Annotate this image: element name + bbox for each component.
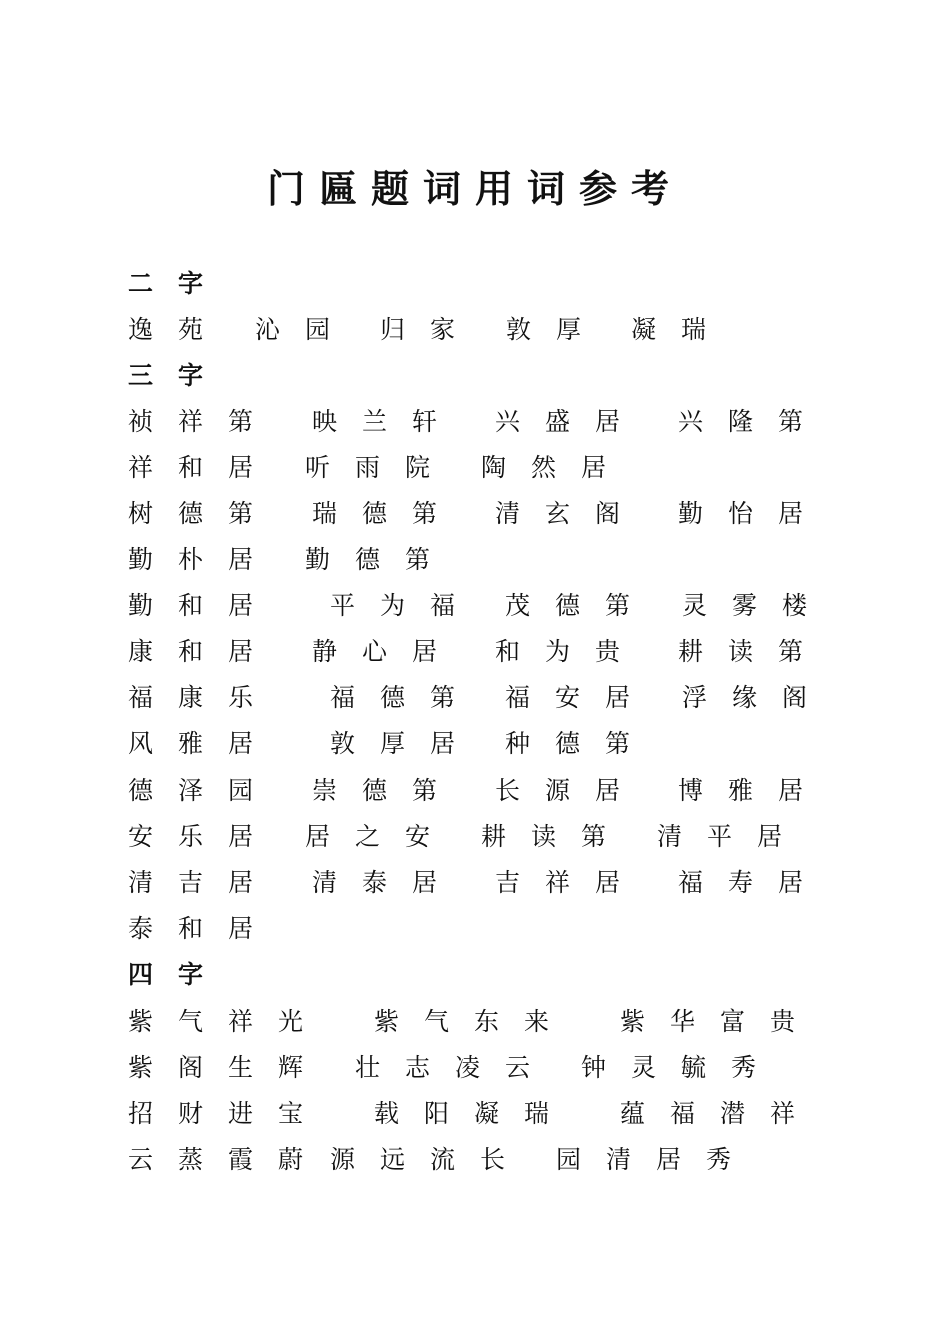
word-line [0, 448, 950, 488]
word: 博雅居 [678, 776, 829, 805]
word: 福安居 [505, 683, 656, 712]
word: 清吉居 [128, 868, 279, 897]
word-line [0, 771, 950, 811]
word: 福寿居 [678, 868, 829, 897]
word: 福德第 [330, 683, 481, 712]
word-line [0, 1048, 950, 1088]
word: 福康乐 [128, 683, 279, 712]
word: 归家 [380, 315, 481, 344]
word: 泰和居 [128, 914, 279, 943]
word: 清玄阁 [495, 499, 646, 528]
word: 和为贵 [495, 637, 646, 666]
word: 园清居秀 [556, 1145, 757, 1174]
word: 云蒸霞蔚 [128, 1145, 329, 1174]
word: 吉祥居 [495, 868, 646, 897]
word: 沁园 [255, 315, 356, 344]
word-line [0, 817, 950, 857]
word: 钟灵毓秀 [581, 1053, 782, 1082]
word: 耕读第 [678, 637, 829, 666]
word-line [0, 586, 950, 626]
word: 康和居 [128, 637, 279, 666]
word: 兴隆第 [678, 407, 829, 436]
word: 静心居 [312, 637, 463, 666]
word: 耕读第 [481, 822, 632, 851]
word: 祥和居 [128, 453, 279, 482]
word: 紫气东来 [374, 1007, 575, 1036]
word-line [0, 909, 950, 949]
word: 茂德第 [505, 591, 656, 620]
word-line [0, 724, 950, 764]
word: 勤德第 [305, 545, 456, 574]
word: 安乐居 [128, 822, 279, 851]
word-line [0, 678, 950, 718]
word: 兴盛居 [495, 407, 646, 436]
word: 德泽园 [128, 776, 279, 805]
word-line [0, 1002, 950, 1042]
word: 清泰居 [312, 868, 463, 897]
word: 风雅居 [128, 729, 279, 758]
word: 崇德第 [312, 776, 463, 805]
word: 祯祥第 [128, 407, 279, 436]
word: 源远流长 [330, 1145, 531, 1174]
word: 紫气祥光 [128, 1007, 329, 1036]
word: 勤和居 [128, 591, 279, 620]
word: 逸苑 [128, 315, 229, 344]
word: 敦厚 [506, 315, 607, 344]
word: 壮志凌云 [355, 1053, 556, 1082]
word: 紫阁生辉 [128, 1053, 329, 1082]
word: 听雨院 [305, 453, 456, 482]
section-heading-text: 二字 [128, 269, 229, 298]
word: 勤怡居 [678, 499, 829, 528]
word: 清平居 [657, 822, 808, 851]
page-title: 门匾题词用词参考 [266, 166, 683, 211]
section-heading-text: 三字 [128, 361, 229, 390]
word-line [0, 494, 950, 534]
word: 灵雾楼 [682, 591, 833, 620]
word: 载阳凝瑞 [374, 1099, 575, 1128]
word: 居之安 [305, 822, 456, 851]
word: 平为福 [330, 591, 481, 620]
section-heading [0, 356, 950, 396]
word: 蕴福潜祥 [620, 1099, 821, 1128]
section-heading [0, 955, 950, 995]
word-line [0, 1140, 950, 1180]
word-line [0, 632, 950, 672]
word-line [0, 863, 950, 903]
word: 映兰轩 [312, 407, 463, 436]
word: 凝瑞 [631, 315, 732, 344]
word: 树德第 [128, 499, 279, 528]
word: 种德第 [505, 729, 656, 758]
word-line [0, 1094, 950, 1134]
section-heading-text: 四字 [128, 960, 229, 989]
section-heading [0, 264, 950, 304]
word: 瑞德第 [312, 499, 463, 528]
word-line [0, 540, 950, 580]
word: 浮缘阁 [682, 683, 833, 712]
word: 紫华富贵 [620, 1007, 821, 1036]
word: 招财进宝 [128, 1099, 329, 1128]
word: 陶然居 [481, 453, 632, 482]
word-line [0, 310, 950, 350]
word: 敦厚居 [330, 729, 481, 758]
word-line [0, 402, 950, 442]
word: 长源居 [495, 776, 646, 805]
word: 勤朴居 [128, 545, 279, 574]
